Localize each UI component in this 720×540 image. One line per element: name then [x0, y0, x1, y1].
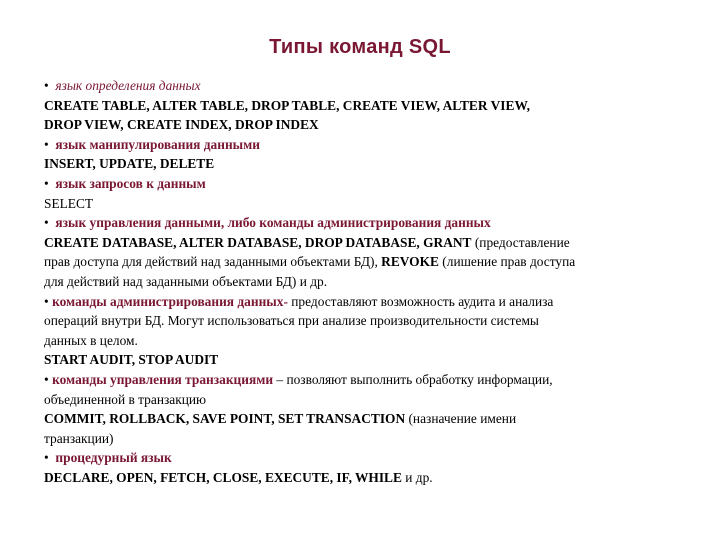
- tcl-category: команды управления транзакциями: [52, 371, 274, 387]
- query-commands: SELECT: [44, 195, 94, 211]
- slide-title: Типы команд SQL: [269, 36, 451, 58]
- query-category: язык запросов к данным: [55, 175, 206, 191]
- procedural-category: процедурный язык: [55, 450, 172, 466]
- bullet: •: [44, 293, 49, 309]
- audit-desc-2: операций внутри БД. Могут использоваться при анализе производительности системы: [44, 313, 539, 329]
- tcl-line-commands: [44, 409, 692, 429]
- dml-category: язык манипулирования данными: [55, 136, 260, 152]
- audit-desc-3: данных в целом.: [44, 332, 138, 348]
- tcl-desc-4: транзакции): [44, 430, 114, 446]
- ddl-category-line: [44, 76, 692, 96]
- procedural-commands: DECLARE, OPEN, FETCH, CLOSE, EXECUTE, IF, WHILE: [44, 469, 402, 485]
- tcl-category-line: [44, 370, 692, 390]
- dcl-commands: CREATE DATABASE, ALTER DATABASE, DROP DATABASE, GRANT: [44, 234, 472, 250]
- audit-commands: START AUDIT, STOP AUDIT: [44, 352, 219, 368]
- procedural-category-line: [44, 448, 692, 468]
- dcl-desc-4: для действий над заданными объектами БД) и др.: [44, 273, 328, 289]
- procedural-line-commands: [44, 468, 692, 488]
- dml-commands: INSERT, UPDATE, DELETE: [44, 156, 215, 172]
- bullet: •: [44, 450, 49, 466]
- dcl-line-2: [44, 252, 692, 272]
- procedural-desc: и др.: [401, 469, 433, 485]
- dcl-desc-2: прав доступа для действий над заданными объектами БД),: [44, 254, 382, 270]
- bullet: •: [44, 215, 49, 231]
- ddl-category: язык определения данных: [55, 78, 201, 93]
- bullet: •: [44, 136, 49, 152]
- dcl-category: язык управления данными, либо команды администрирования данных: [55, 215, 491, 231]
- dml-category-line: [44, 135, 692, 155]
- audit-category: команды администрирования данных-: [52, 293, 288, 309]
- ddl-commands-1: CREATE TABLE, ALTER TABLE, DROP TABLE, CREATE VIEW, ALTER VIEW,: [44, 97, 530, 113]
- tcl-desc-3: (назначение имени: [405, 411, 517, 427]
- tcl-desc-2: объединенной в транзакцию: [44, 391, 207, 407]
- dcl-line-1: [44, 233, 692, 253]
- audit-desc-1: предоставляют возможность аудита и анализа: [287, 293, 554, 309]
- audit-category-line: [44, 292, 692, 312]
- query-category-line: [44, 174, 692, 194]
- dcl-desc-1: (предоставление: [471, 234, 570, 250]
- bullet: •: [44, 78, 49, 93]
- bullet: •: [44, 371, 49, 387]
- ddl-commands-2: DROP VIEW, CREATE INDEX, DROP INDEX: [44, 117, 319, 133]
- bullet: •: [44, 175, 49, 191]
- dcl-desc-3: (лишение прав доступа: [438, 254, 576, 270]
- tcl-commands: COMMIT, ROLLBACK, SAVE POINT, SET TRANSACTION: [44, 411, 406, 427]
- slide-content: [44, 76, 692, 487]
- revoke-command: REVOKE: [381, 254, 439, 270]
- dcl-category-line: [44, 213, 692, 233]
- tcl-desc-1: – позволяют выполнить обработку информации,: [273, 371, 553, 387]
